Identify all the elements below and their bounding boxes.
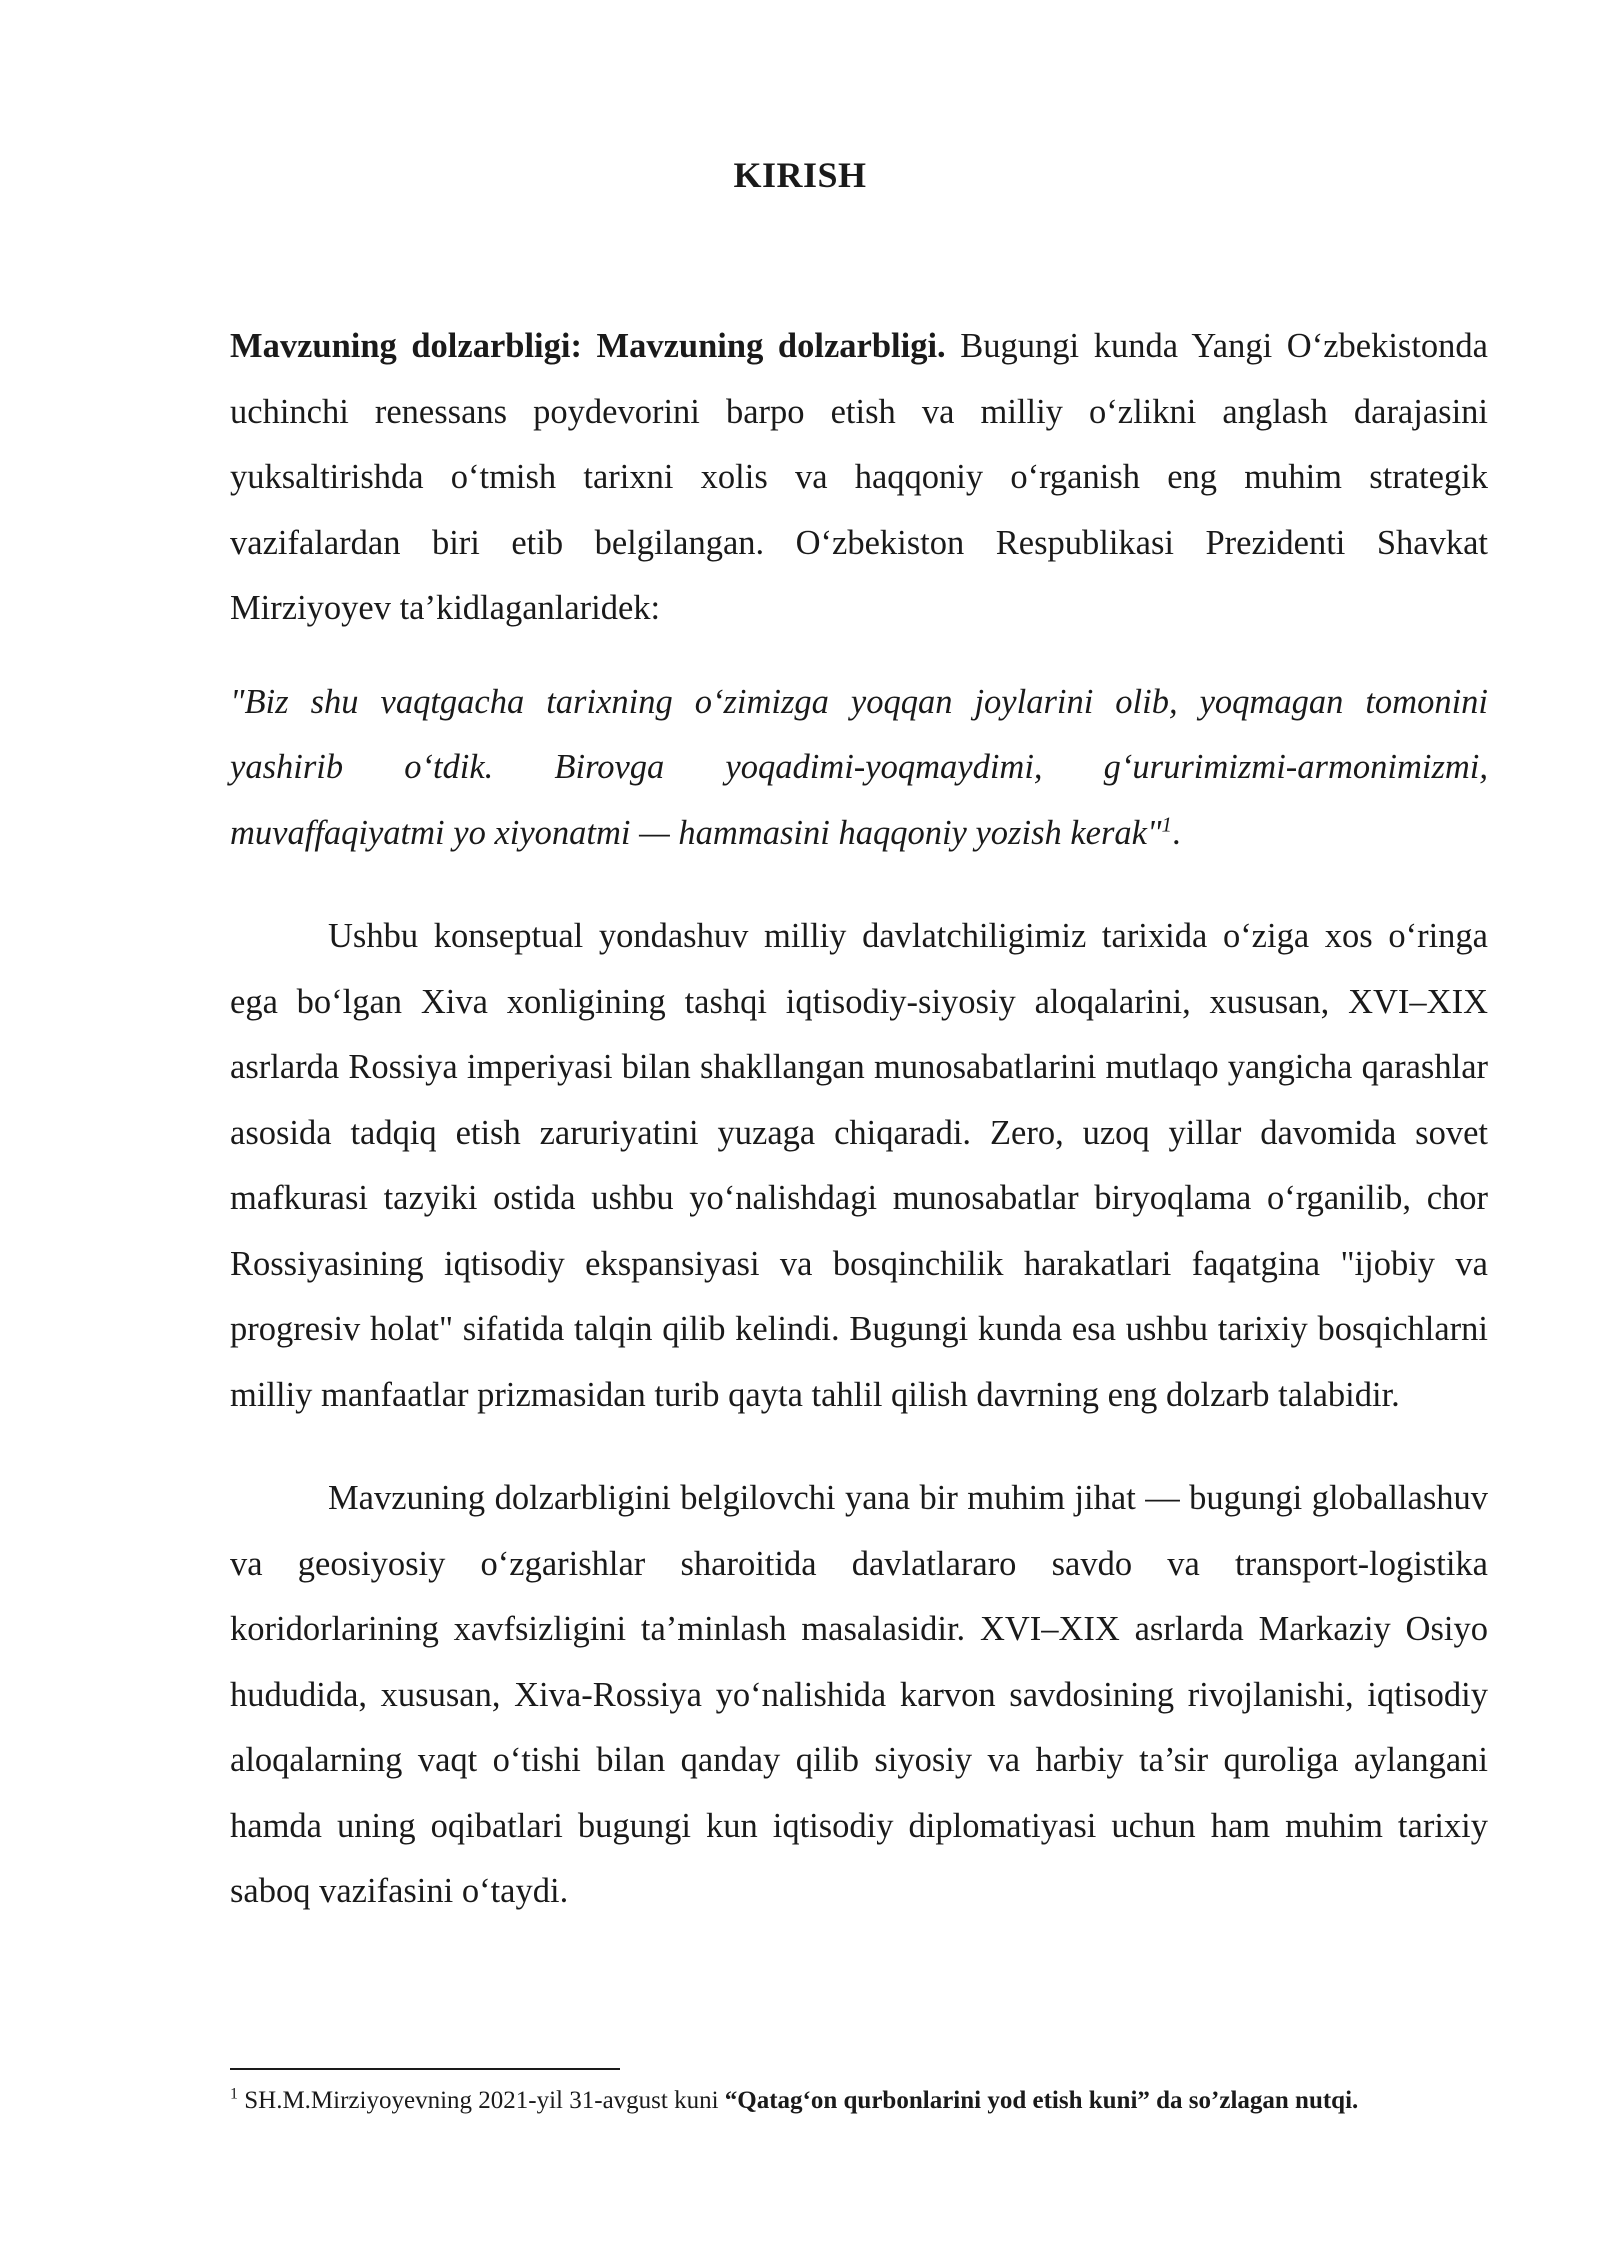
footnote-separator [230, 2068, 620, 2070]
page-title: KIRISH [733, 155, 867, 195]
paragraph-conceptual-approach: Ushbu konseptual yondashuv milliy davlatchiligimiz tarixida o‘ziga xos o‘ringa ega bo‘lgan Xiva xonligining tashqi iqtisodiy-siyosiy aloqalarini, xususan, XVI–XIX asrlarda Rossiya imperiyasi bilan shakllangan munosabatlarini mutlaqo yangicha qarashlar asosida tadqiq etish zaruriyatini yuzaga chiqaradi. Zero, uzoq yillar davomida sovet mafkurasi tazyiki ostida ushbu yo‘nalishdagi munosabatlar biryoqlama o‘rganilib, chor Rossiyasining iqtisodiy ekspansiyasi va bosqinchilik harakatlari faqatgina "ijobiy va progresiv holat" sifatida talqin qilib kelindi. Bugungi kunda esa ushbu tarixiy bosqichlarni milliy manfaatlar prizmasidan turib qayta tahlil qilish davrning eng dolzarb talabidir. [230, 917, 1488, 1414]
footnote-bold-text: “Qatag‘on qurbonlarini yod etish kuni” da so’zlagan nutqi. [724, 2087, 1359, 2114]
quote-text: "Biz shu vaqtgacha tarixning o‘zimizga yoqqan joylarini olib, yoqmagan tomonini yashirib o‘tdik. Birovga yoqadimi-yoqmaydimi, g‘ururimizmi-armonimizmi, muvaffaqiyatmi yo xiyonatmi — hammasini haqqoniy yozish kerak" [230, 682, 1488, 852]
footnote-text: SH.M.Mirziyoyevning 2021-yil 31-avgust kuni [238, 2087, 725, 2114]
footnote-ref[interactable]: 1 [1161, 812, 1172, 836]
paragraph-text: Bugungi kunda Yangi O‘zbekistonda uchinchi renessans poydevorini barpo etish va milliy o‘zlikni anglash darajasini yuksaltirishda o‘tmish tarixni xolis va haqqoniy o‘rganish eng muhim strategik vazifalardan biri etib belgilangan. O‘zbekiston Respublikasi Prezidenti Shavkat Mirziyoyev ta’kidlaganlaridek: [230, 327, 1488, 627]
paragraph-globalization: Mavzuning dolzarbligini belgilovchi yana bir muhim jihat — bugungi globallashuv va geosiyosiy o‘zgarishlar sharoitida davlatlararo savdo va transport-logistika koridorlarining xavfsizligini ta’minlash masalasidir. XVI–XIX asrlarda Markaziy Osiyo hududida, xususan, Xiva-Rossiya yo‘nalishida karvon savdosining rivojlanishi, iqtisodiy aloqalarning vaqt o‘tishi bilan qanday qilib siyosiy va harbiy ta’sir quroliga aylangani hamda uning oqibatlari bugungi kun iqtisodiy diplomatiyasi uchun ham muhim tarixiy saboq vazifasini o‘taydi. [230, 1479, 1488, 1910]
quote-end: . [1171, 813, 1181, 852]
footnote [230, 2084, 1488, 2118]
footnote-number: 1 [230, 2085, 238, 2103]
president-quote [230, 670, 1488, 867]
paragraph-lead: Mavzuning dolzarbligi: Mavzuning dolzarbligi. [230, 327, 946, 365]
document-body [230, 314, 1488, 1925]
paragraph-relevance [230, 314, 1488, 642]
